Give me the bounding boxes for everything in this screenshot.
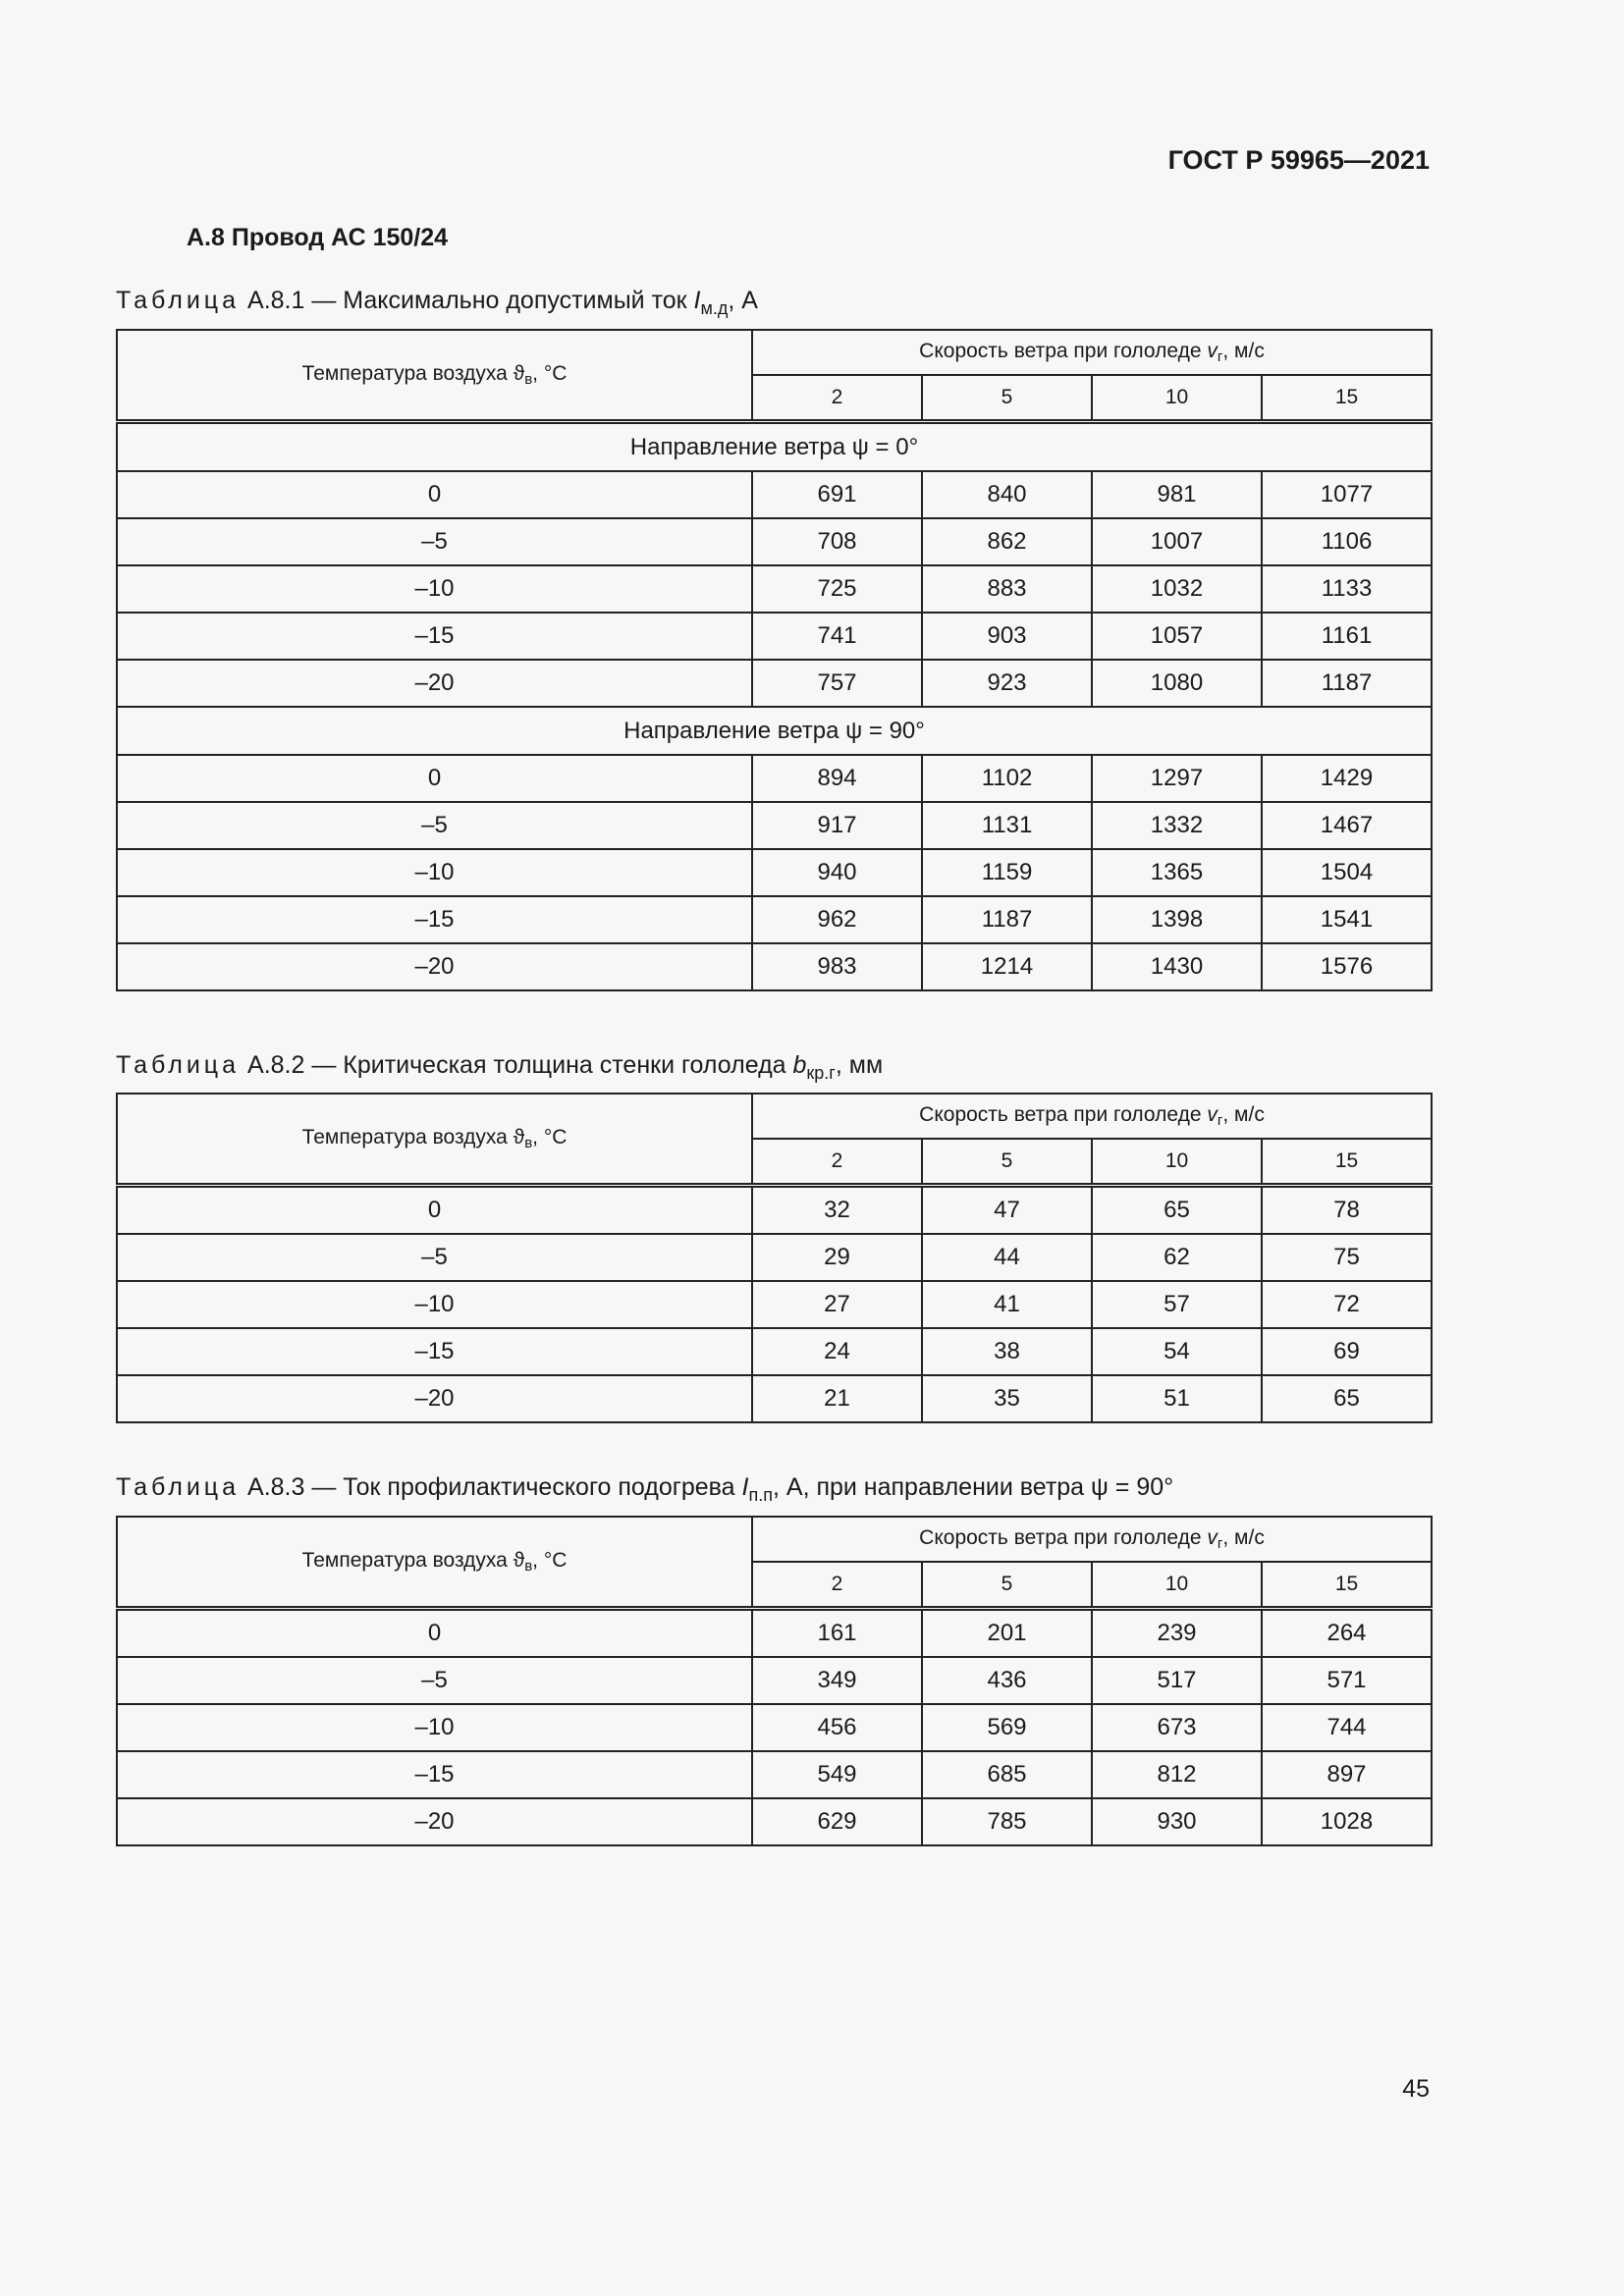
value-cell: 1297 (1092, 755, 1262, 802)
value-cell: 725 (752, 565, 922, 613)
value-cell: 41 (922, 1281, 1092, 1328)
value-cell: 569 (922, 1704, 1092, 1751)
wind-speed-value: 10 (1092, 375, 1262, 422)
table2 (116, 1093, 1433, 1423)
temperature-subscript: в (524, 371, 533, 388)
value-cell: 1187 (1262, 660, 1432, 707)
value-cell: 72 (1262, 1281, 1432, 1328)
temperature-cell: –15 (117, 1328, 752, 1375)
table-row (117, 1657, 1432, 1704)
wind-direction-label: Направление ветра ψ = 0° (117, 422, 1432, 472)
wind-speed-value: 5 (922, 1139, 1092, 1186)
table-row (117, 1609, 1432, 1658)
table3-caption-var: I (741, 1473, 749, 1501)
table-row (117, 755, 1432, 802)
wind-speed-value: 2 (752, 1562, 922, 1609)
value-cell: 1032 (1092, 565, 1262, 613)
wind-direction-label: Направление ветра ψ = 90° (117, 707, 1432, 755)
wind-speed-value: 15 (1262, 1139, 1432, 1186)
value-cell: 349 (752, 1657, 922, 1704)
table-row (117, 471, 1432, 518)
wind-speed-label: Скорость ветра при гололеде (919, 1103, 1208, 1126)
value-cell: 69 (1262, 1328, 1432, 1375)
value-cell: 1365 (1092, 849, 1262, 896)
table-row (117, 1798, 1432, 1845)
wind-speed-header (752, 1517, 1432, 1562)
value-cell: 629 (752, 1798, 922, 1845)
table1-caption-word: Таблица (116, 287, 241, 314)
value-cell: 1159 (922, 849, 1092, 896)
table-row (117, 1375, 1432, 1422)
temperature-unit: , °С (532, 362, 568, 385)
value-cell: 62 (1092, 1234, 1262, 1281)
table2-caption-word: Таблица (116, 1051, 241, 1079)
value-cell: 571 (1262, 1657, 1432, 1704)
value-cell: 840 (922, 471, 1092, 518)
value-cell: 1028 (1262, 1798, 1432, 1845)
temperature-cell: –15 (117, 613, 752, 660)
value-cell: 1576 (1262, 943, 1432, 990)
temperature-cell: –20 (117, 943, 752, 990)
table1-caption (116, 287, 758, 319)
table1-caption-sub: м.д (700, 298, 729, 318)
temperature-cell: –5 (117, 518, 752, 565)
wind-speed-subscript: г (1217, 1112, 1223, 1129)
table2-caption-var: b (792, 1051, 807, 1079)
wind-speed-label: Скорость ветра при гололеде (919, 1526, 1208, 1549)
temperature-cell: –15 (117, 1751, 752, 1798)
value-cell: 940 (752, 849, 922, 896)
temperature-cell: –10 (117, 1281, 752, 1328)
value-cell: 1430 (1092, 943, 1262, 990)
value-cell: 741 (752, 613, 922, 660)
value-cell: 44 (922, 1234, 1092, 1281)
temperature-subscript: в (524, 1135, 533, 1151)
temperature-cell: –20 (117, 1798, 752, 1845)
table1 (116, 329, 1433, 991)
value-cell: 1131 (922, 802, 1092, 849)
value-cell: 1080 (1092, 660, 1262, 707)
wind-speed-unit: , м/с (1222, 340, 1265, 362)
value-cell: 983 (752, 943, 922, 990)
wind-speed-value: 2 (752, 375, 922, 422)
value-cell: 1077 (1262, 471, 1432, 518)
group-header-row (117, 707, 1432, 755)
wind-speed-value: 10 (1092, 1139, 1262, 1186)
value-cell: 691 (752, 471, 922, 518)
value-cell: 1057 (1092, 613, 1262, 660)
table-row (117, 943, 1432, 990)
table-row (117, 802, 1432, 849)
temperature-column-header (117, 1517, 752, 1609)
section-title: А.8 Провод АС 150/24 (187, 224, 449, 251)
temperature-cell: –20 (117, 1375, 752, 1422)
value-cell: 27 (752, 1281, 922, 1328)
value-cell: 75 (1262, 1234, 1432, 1281)
value-cell: 47 (922, 1186, 1092, 1235)
temperature-cell: 0 (117, 471, 752, 518)
table3-caption-sub: п.п (748, 1485, 773, 1505)
value-cell: 930 (1092, 1798, 1262, 1845)
temperature-cell: –20 (117, 660, 752, 707)
table3-caption (116, 1473, 1173, 1506)
wind-speed-variable: v (1207, 1103, 1218, 1126)
table3-body (117, 1609, 1432, 1846)
value-cell: 32 (752, 1186, 922, 1235)
temperature-cell: –5 (117, 1657, 752, 1704)
table-row (117, 896, 1432, 943)
wind-speed-value: 5 (922, 375, 1092, 422)
temperature-label: Температура воздуха ϑ (301, 1126, 525, 1148)
wind-speed-value: 2 (752, 1139, 922, 1186)
value-cell: 1187 (922, 896, 1092, 943)
wind-speed-value: 15 (1262, 375, 1432, 422)
value-cell: 897 (1262, 1751, 1432, 1798)
wind-speed-value: 5 (922, 1562, 1092, 1609)
table3-caption-text: А.8.3 — Ток профилактического подогрева (247, 1473, 742, 1501)
value-cell: 549 (752, 1751, 922, 1798)
value-cell: 21 (752, 1375, 922, 1422)
table3-caption-word: Таблица (116, 1473, 241, 1501)
temperature-cell: –10 (117, 565, 752, 613)
value-cell: 1133 (1262, 565, 1432, 613)
temperature-cell: –5 (117, 1234, 752, 1281)
table2-caption-text: А.8.2 — Критическая толщина стенки гололеда (247, 1051, 793, 1079)
value-cell: 1332 (1092, 802, 1262, 849)
wind-speed-value: 10 (1092, 1562, 1262, 1609)
value-cell: 685 (922, 1751, 1092, 1798)
value-cell: 51 (1092, 1375, 1262, 1422)
table1-caption-var: I (693, 287, 701, 314)
temperature-cell: –5 (117, 802, 752, 849)
value-cell: 161 (752, 1609, 922, 1658)
table-row (117, 518, 1432, 565)
page-number: 45 (1402, 2075, 1430, 2103)
value-cell: 456 (752, 1704, 922, 1751)
table1-caption-text: А.8.1 — Максимально допустимый ток (247, 287, 694, 314)
document-code: ГОСТ Р 59965—2021 (1167, 145, 1430, 175)
temperature-subscript: в (524, 1558, 533, 1575)
table-row (117, 1328, 1432, 1375)
value-cell: 24 (752, 1328, 922, 1375)
value-cell: 1214 (922, 943, 1092, 990)
value-cell: 744 (1262, 1704, 1432, 1751)
wind-speed-unit: , м/с (1222, 1103, 1265, 1126)
value-cell: 29 (752, 1234, 922, 1281)
value-cell: 673 (1092, 1704, 1262, 1751)
temperature-cell: 0 (117, 1609, 752, 1658)
table-row (117, 1751, 1432, 1798)
table2-caption-sub: кр.г (806, 1063, 836, 1083)
table1-caption-tail: , А (728, 287, 758, 314)
temperature-column-header (117, 1094, 752, 1186)
value-cell: 239 (1092, 1609, 1262, 1658)
temperature-cell: –10 (117, 849, 752, 896)
wind-speed-subscript: г (1217, 348, 1223, 365)
temperature-cell: 0 (117, 755, 752, 802)
table2-caption-tail: , мм (835, 1051, 884, 1079)
table-row (117, 565, 1432, 613)
temperature-unit: , °С (532, 1126, 568, 1148)
value-cell: 1541 (1262, 896, 1432, 943)
temperature-unit: , °С (532, 1549, 568, 1572)
table-row (117, 1186, 1432, 1235)
value-cell: 862 (922, 518, 1092, 565)
value-cell: 264 (1262, 1609, 1432, 1658)
value-cell: 1161 (1262, 613, 1432, 660)
value-cell: 54 (1092, 1328, 1262, 1375)
value-cell: 201 (922, 1609, 1092, 1658)
value-cell: 1007 (1092, 518, 1262, 565)
value-cell: 1106 (1262, 518, 1432, 565)
temperature-cell: –15 (117, 896, 752, 943)
wind-speed-unit: , м/с (1222, 1526, 1265, 1549)
temperature-label: Температура воздуха ϑ (301, 1549, 525, 1572)
table-row (117, 1234, 1432, 1281)
table-row (117, 1704, 1432, 1751)
value-cell: 981 (1092, 471, 1262, 518)
temperature-label: Температура воздуха ϑ (301, 362, 525, 385)
table-row (117, 849, 1432, 896)
value-cell: 903 (922, 613, 1092, 660)
wind-speed-header (752, 1094, 1432, 1139)
value-cell: 894 (752, 755, 922, 802)
group-header-row (117, 422, 1432, 472)
value-cell: 517 (1092, 1657, 1262, 1704)
value-cell: 923 (922, 660, 1092, 707)
value-cell: 917 (752, 802, 922, 849)
value-cell: 57 (1092, 1281, 1262, 1328)
table2-caption (116, 1051, 883, 1084)
wind-speed-variable: v (1207, 340, 1218, 362)
wind-speed-variable: v (1207, 1526, 1218, 1549)
value-cell: 812 (1092, 1751, 1262, 1798)
value-cell: 78 (1262, 1186, 1432, 1235)
value-cell: 1398 (1092, 896, 1262, 943)
value-cell: 1102 (922, 755, 1092, 802)
value-cell: 1504 (1262, 849, 1432, 896)
wind-speed-header (752, 330, 1432, 375)
value-cell: 962 (752, 896, 922, 943)
value-cell: 65 (1092, 1186, 1262, 1235)
value-cell: 785 (922, 1798, 1092, 1845)
temperature-column-header (117, 330, 752, 422)
table-row (117, 613, 1432, 660)
value-cell: 38 (922, 1328, 1092, 1375)
value-cell: 883 (922, 565, 1092, 613)
value-cell: 65 (1262, 1375, 1432, 1422)
table1-body (117, 422, 1432, 991)
wind-speed-subscript: г (1217, 1535, 1223, 1552)
table3-caption-tail: , А, при направлении ветра ψ = 90° (773, 1473, 1174, 1501)
temperature-cell: –10 (117, 1704, 752, 1751)
wind-speed-value: 15 (1262, 1562, 1432, 1609)
wind-speed-label: Скорость ветра при гололеде (919, 340, 1208, 362)
table-row (117, 660, 1432, 707)
value-cell: 708 (752, 518, 922, 565)
table3 (116, 1516, 1433, 1846)
value-cell: 436 (922, 1657, 1092, 1704)
value-cell: 1467 (1262, 802, 1432, 849)
value-cell: 1429 (1262, 755, 1432, 802)
table-row (117, 1281, 1432, 1328)
table2-body (117, 1186, 1432, 1423)
value-cell: 35 (922, 1375, 1092, 1422)
temperature-cell: 0 (117, 1186, 752, 1235)
value-cell: 757 (752, 660, 922, 707)
